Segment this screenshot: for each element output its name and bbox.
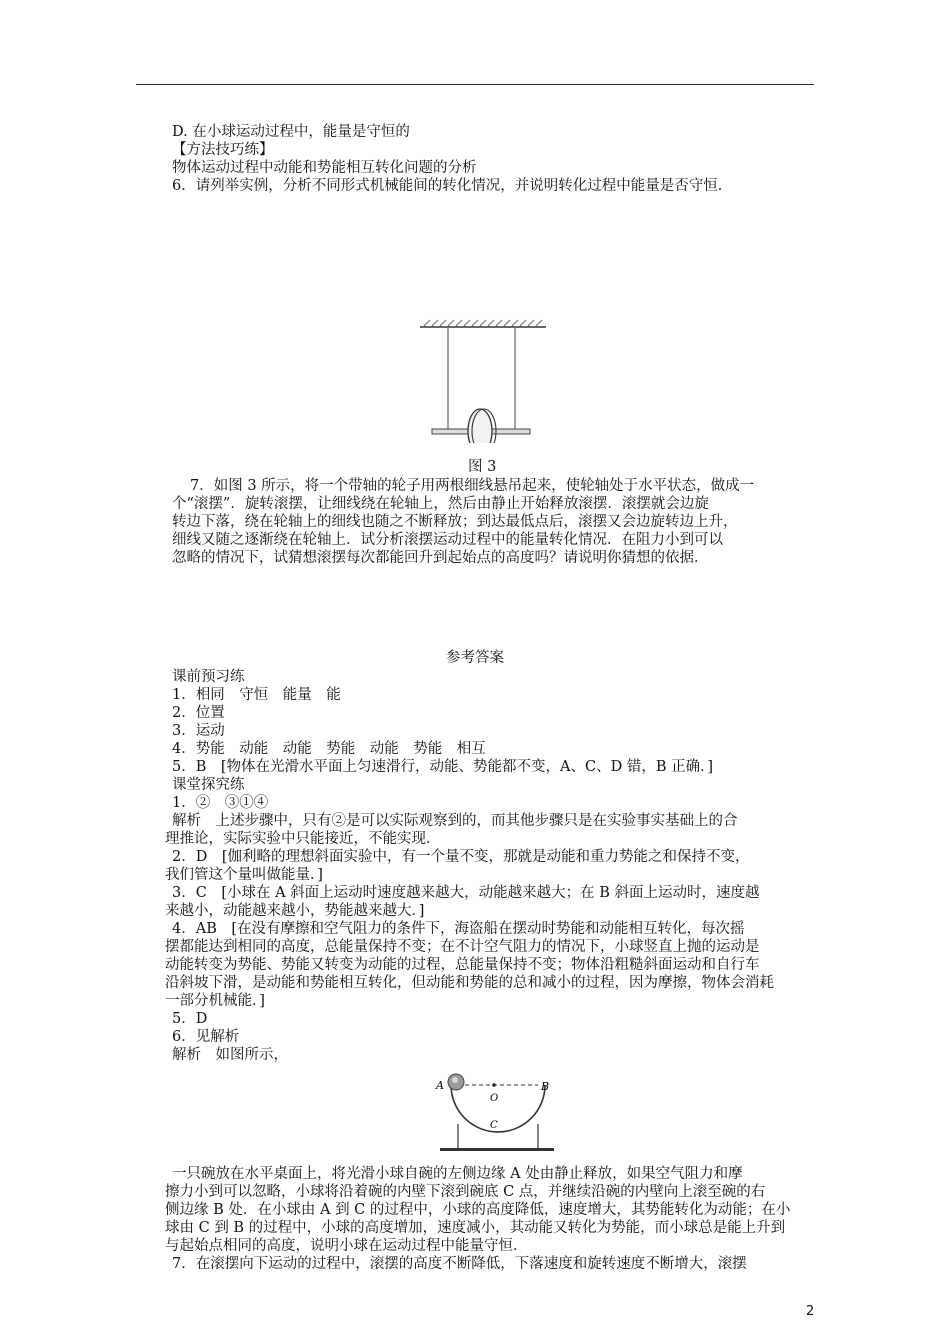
answer-line: 1．② ③①④ [172,795,269,811]
answer-line: 2．位置 [172,705,225,721]
explanation-line: 一只碗放在水平桌面上，将光滑小球自碗的左侧边缘 A 处由静止释放，如果空气阻力和摩 [172,1166,743,1182]
header-rule [136,84,814,85]
answer-line: 动能转变为势能、势能又转变为动能的过程，总能量保持不变；物体沿粗糙斜面运动和自行车 [165,957,760,973]
question-7-line: 细线又随之逐渐绕在轮轴上．试分析滚摆运动过程中的能量转化情况．在阻力小到可以 [172,532,723,548]
answer-line: 解析 上述步骤中，只有②是可以实际观察到的，而其他步骤只是在实验事实基础上的合 [172,813,738,829]
question-6: 6．请列举实例，分析不同形式机械能间的转化情况，并说明转化过程中能量是否守恒． [172,178,733,194]
page-number: 2 [806,1304,815,1319]
answer-line: 我们管这个量叫做能量．] [165,867,323,883]
answer-line: 5．B [物体在光滑水平面上匀速滑行，动能、势能都不变，A、C、D 错，B 正确．] [172,759,714,775]
answer-line: 课堂探究练 [172,777,245,793]
answer-line: 1．相同 守恒 能量 能 [172,687,341,703]
answer-line: 3．运动 [172,723,225,739]
label-b: B [541,1080,550,1093]
answer-line: 5．D [172,1011,208,1027]
answer-line: 课前预习练 [172,669,245,685]
answer-line: 解析 如图所示， [172,1047,288,1063]
section-heading: 【方法技巧练】 [172,142,274,158]
question-7-line: 7．如图 3 所示，将一个带轴的轮子用两根细线悬吊起来，使轮轴处于水平状态，做成一 [190,478,755,494]
answer-line: 一部分机械能．] [165,993,265,1009]
answer-line: 4．AB [在没有摩擦和空气阻力的条件下，海盗船在摆动时势能和动能相互转化，每次摇 [172,921,745,937]
explanation-line: 球由 C 到 B 的过程中，小球的高度增加，速度减小，其动能又转化为势能，而小球总是能上升到 [165,1220,786,1236]
answer-line: 3．C [小球在 A 斜面上运动时速度越来越大，动能越来越大；在 B 斜面上运动时，速度越 [172,885,760,901]
answer-line: 理推论，实际实验中只能接近，不能实现． [165,831,441,847]
explanation-line: 7．在滚摆向下运动的过程中，滚摆的高度不断降低，下落速度和旋转速度不断增大，滚摆 [172,1256,747,1272]
answer-line: 摆都能达到相同的高度，总能量保持不变；在不计空气阻力的情况下，小球竖直上抛的运动是 [165,939,760,955]
answer-line: 沿斜坡下滑，是动能和势能相互转化，但动能和势能的总和减小的过程，因为摩擦，物体会消耗 [165,975,774,991]
explanation-line: 与起始点相同的高度，说明小球在运动过程中能量守恒． [165,1238,528,1254]
option-d: D. 在小球运动过程中，能量是守恒的 [172,124,410,140]
figure-3-rolling-pendulum [418,318,548,443]
answer-line: 2．D [伽利略的理想斜面实验中，有一个量不变，那就是动能和重力势能之和保持不变， [172,849,750,865]
answer-line: 6．见解析 [172,1029,240,1045]
section-subheading: 物体运动过程中动能和势能相互转化问题的分析 [172,160,477,176]
answer-line: 4．势能 动能 动能 势能 动能 势能 相互 [172,741,486,757]
label-o: O [490,1093,499,1104]
explanation-line: 擦力小到可以忽略，小球将沿着碗的内壁下滚到碗底 C 点，并继续沿碗的内壁向上滚至碗的右 [165,1184,766,1200]
answer-line: 来越小，动能越来越小，势能越来越大．] [165,903,425,919]
explanation-line: 侧边缘 B 处．在小球由 A 到 C 的过程中，小球的高度降低，速度增大，其势能转化为动能；在小 [165,1202,791,1218]
figure-3-caption: 图 3 [468,459,497,475]
label-c: C [490,1120,498,1131]
answers-title: 参考答案 [446,650,504,666]
bowl-figure [430,1068,560,1160]
label-a: A [436,1079,444,1092]
question-7-line: 个“滚摆”．旋转滚摆，让细线绕在轮轴上，然后由静止开始释放滚摆．滚摆就会边旋 [172,496,709,512]
question-7-line: 转边下落，绕在轮轴上的细线也随之不断释放；到达最低点后，滚摆又会边旋转边上升， [172,514,738,530]
question-7-line: 忽略的情况下，试猜想滚摆每次都能回升到起始点的高度吗？请说明你猜想的依据． [172,550,709,566]
